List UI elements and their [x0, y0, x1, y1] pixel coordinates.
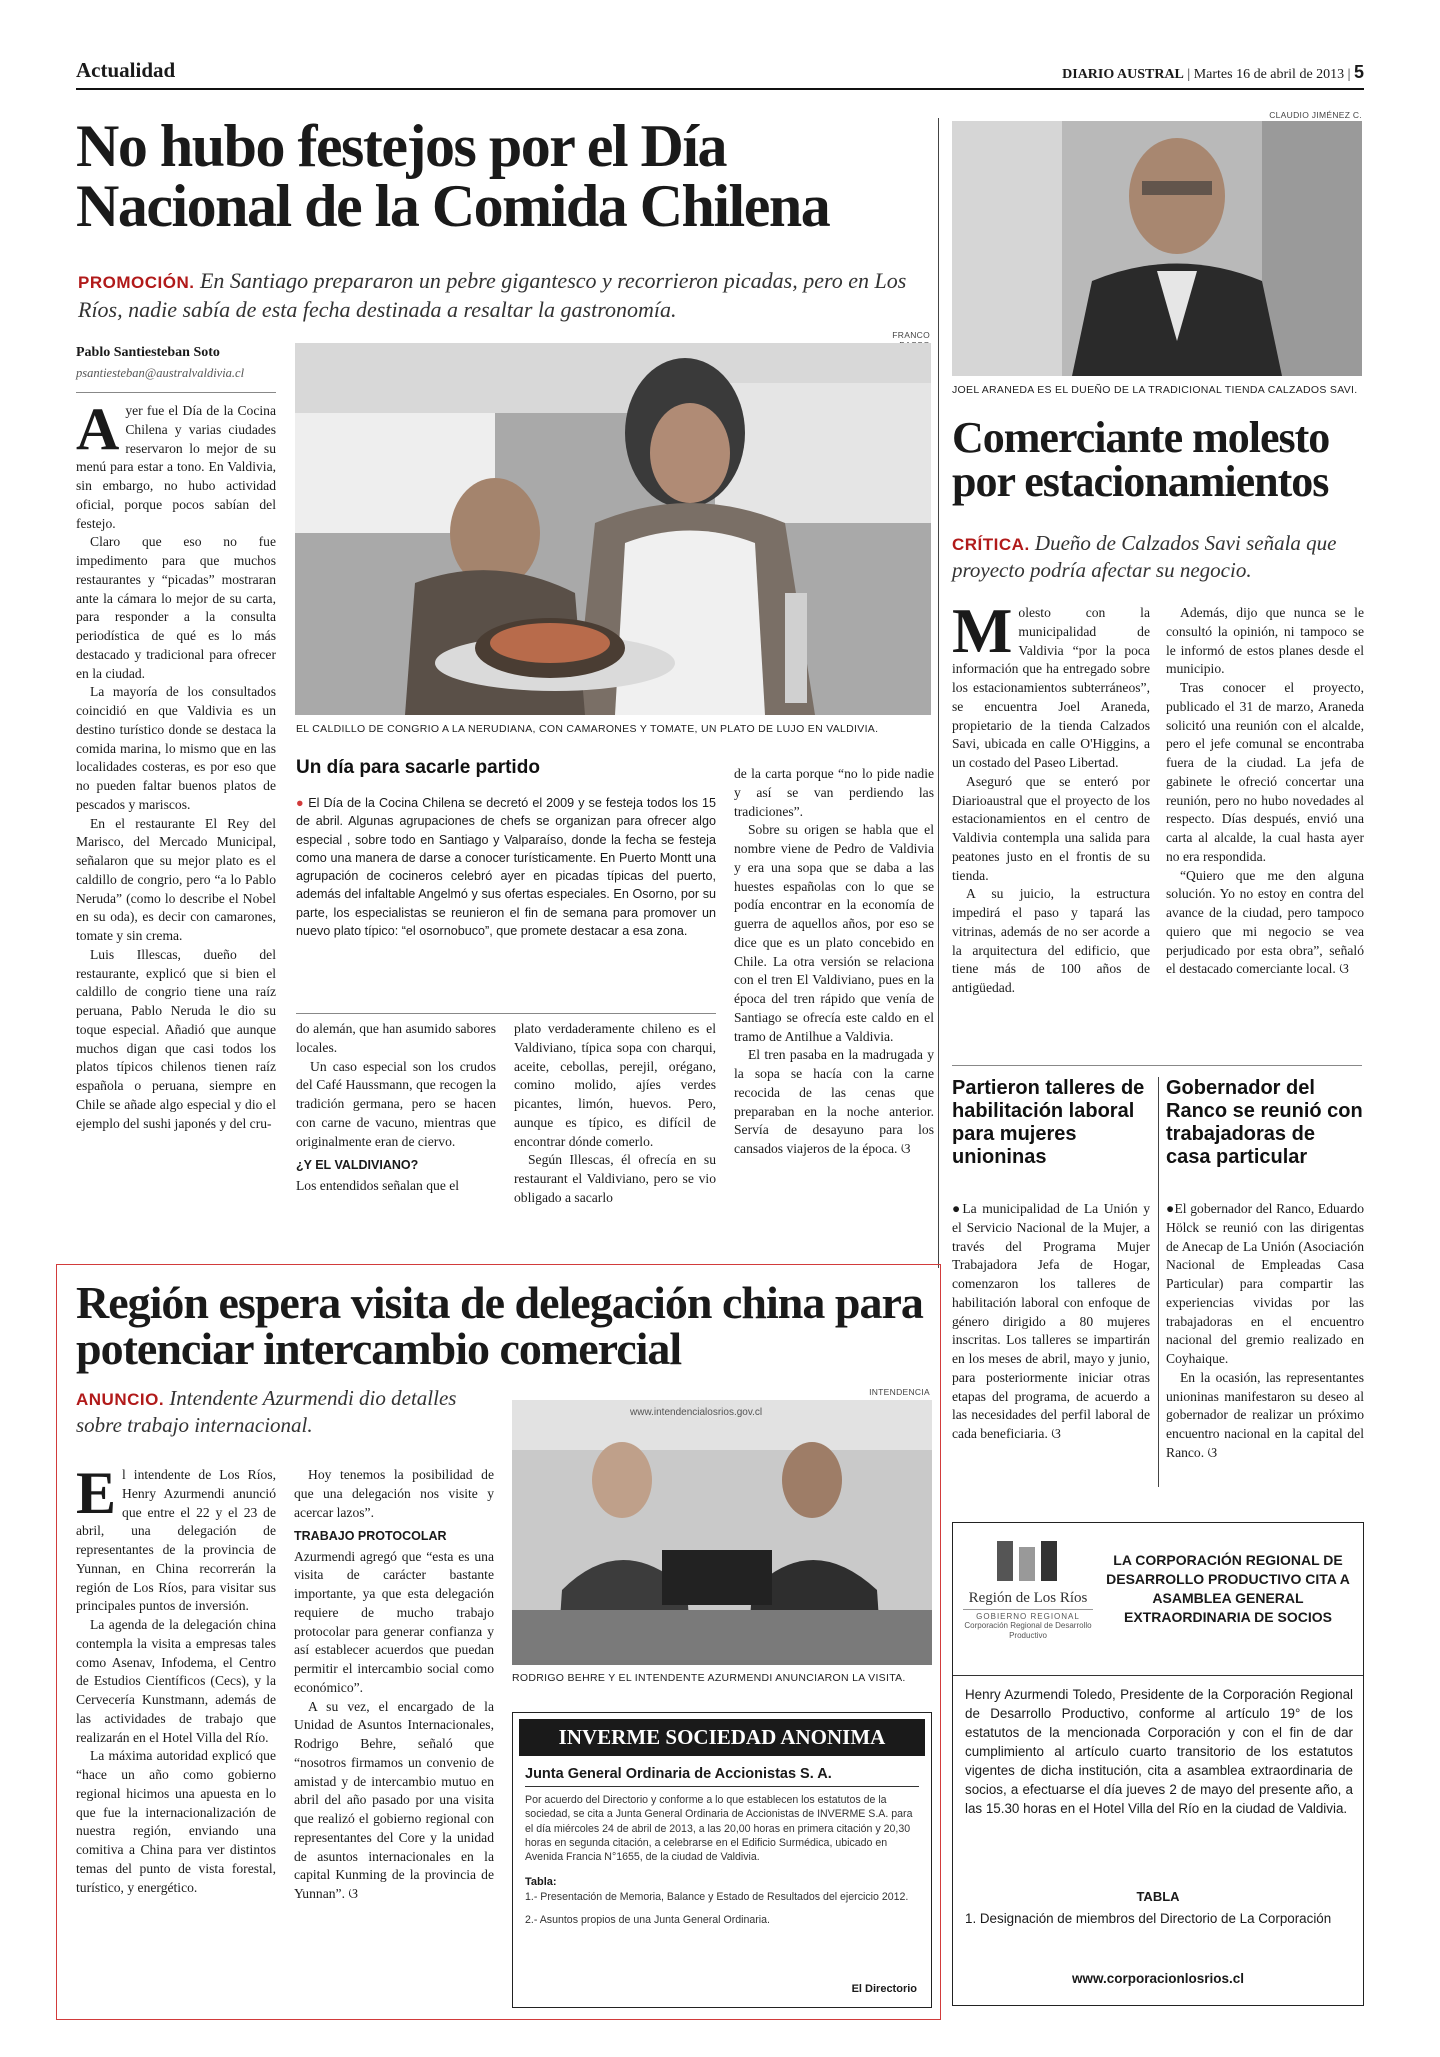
- story2-headline: Comerciante molesto por estacionamientos: [952, 413, 1330, 506]
- end-mark-icon: ଓ: [348, 1887, 359, 1902]
- story2-lead-text: Dueño de Calzados Savi señala que proyecto podría afectar su negocio.: [952, 531, 1337, 583]
- story2-kicker: CRÍTICA.: [952, 535, 1030, 554]
- inverme-ad-item: 1.- Presentación de Memoria, Balance y Estado de Resultados del ejercicio 2012.: [525, 1891, 909, 1904]
- story3-paragraph-text: A su vez, el encargado de la Unidad de Asuntos Internacionales, Rodrigo Behre, señaló que “nosotros firmamos un convenio de amistad y de intercambio mutuo en abril del año pasado por una visita que realizó el gobierno regional con representantes del Core y la unidad de asuntos internacionales en la capital Kunming de la provincia de Yunnan”.: [294, 1698, 494, 1901]
- brief-divider: [1158, 1077, 1159, 1487]
- corporacion-body: Henry Azurmendi Toledo, Presidente de la Corporación Regional de Desarrollo Productivo, conforme al artículo 19° de los estatutos de la mencionada Corporación y con el fin de dar cumplimiento al artículo cuarto transitorio de los estatutos vigentes de dicha institución, cita a asamblea extraordinaria de socios, a efectuarse el día jueves 2 de mayo del presente año, a las 15.30 horas en el Hotel Villa del Río en la ciudad de Valdivia.: [965, 1687, 1353, 1817]
- header-rule: [76, 88, 1364, 90]
- story1-paragraph: plato verdaderamente chileno es el Valdiviano, típica sopa con charqui, aceite, cebollas, perejil, orégano, comino molido, ajíes verdes picantes, limón, huevos. Pero, aunque es típico, es difícil de encontrar dónde comerlo.: [514, 1021, 716, 1149]
- inverme-ad: [512, 1712, 932, 2008]
- story3-paragraph: La agenda de la delegación china contempla la visita a empresas tales como Asenav, Infodema, el Centro de Estudios Científicos (Cecs), y la Cervecería Kunstmann, además de las actividades de trabajo que realizarán en el Hotel Villa del Río.: [76, 1617, 276, 1745]
- story1-paragraph: La mayoría de los consultados coincidió en que Valdivia es un destino turístico donde se destaca la comida marina, lo mismo que en las localidades costeras, es por eso que no pueden faltar buenos platos de pescados y mariscos.: [76, 684, 276, 812]
- story3-photo-credit: INTENDENCIA: [869, 1387, 930, 1397]
- box-divider: [296, 1013, 716, 1014]
- story1-box-text: El Día de la Cocina Chilena se decretó el 2009 y se festeja todos los 15 de abril. Algunas agrupaciones de chefs se organizan para ofrecer algo especial , sobre todo en Santiago y Valparaíso, donde la fecha se festeja como una manera de darse a conocer turísticamente. En Puerto Montt una agrupación de cocineros celebró ayer en picadas típicas del puerto, además del infaltable Angelmó y sus ofertas especiales. En Osorno, por su parte, los especialistas se reunieron el fin de semana para promover un nuevo plato típico: “el osornobuco”, que promete destacar a esa zona.: [296, 796, 717, 938]
- corporacion-heading: LA CORPORACIÓN REGIONAL DE DESARROLLO PRODUCTIVO CITA A ASAMBLEA GENERAL EXTRAORDINARIA DE SOCIOS: [1106, 1552, 1350, 1625]
- corporacion-url[interactable]: www.corporacionlosrios.cl: [1071, 1971, 1245, 1986]
- story2-paragraph: [1166, 867, 1364, 980]
- inverme-ad-title: INVERME SOCIEDAD ANONIMA: [519, 1719, 925, 1756]
- ad-divider: [525, 1786, 919, 1787]
- corporacion-logo: [963, 1537, 1093, 1655]
- brief2-text: En la ocasión, las representantes unioninas manifestaron su deseo al gobernador de realizar un próximo encuentro nacional en la capital del Ranco.: [1166, 1369, 1364, 1460]
- brief1-text: La municipalidad de La Unión y el Servicio Nacional de la Mujer, a través del Programa Mujer Trabajadora Jefa de Hogar, comenzaron los talleres de habilitación laboral con enfoque de género dirigido a 80 mujeres inscritas. Los talleres se impartirán en los meses de abril, mayo y junio, para posteriormente iniciar otras etapas del programa, de acuerdo a las necesidades del perfil laboral de cada beneficiaria.: [952, 1201, 1150, 1441]
- story3-subhead: TRABAJO PROTOCOLAR: [294, 1529, 447, 1544]
- story1-column-3: [514, 1020, 716, 1208]
- region-logo-icon: [993, 1537, 1063, 1585]
- story2-caption: JOEL ARANEDA ES EL DUEÑO DE LA TRADICIONAL TIENDA CALZADOS SAVI.: [952, 384, 1358, 396]
- story1-column-4: [734, 765, 934, 1159]
- inverme-ad-subtitle: Junta General Ordinaria de Accionistas S. A.: [525, 1766, 832, 1782]
- end-mark-icon: ଓ: [900, 1142, 911, 1157]
- story2-lead: [952, 530, 1362, 585]
- section-label: Actualidad: [76, 58, 176, 82]
- story2-drop-cap: M: [952, 595, 1013, 666]
- story1-paragraph: [734, 1046, 934, 1159]
- story1-paragraph-text: El tren pasaba en la madrugada y la sopa se hacía con la carne recocida de las cenas que preparaban en la noche anterior. Servía de desayuno para los cansados viajeros de la época.: [734, 1047, 934, 1156]
- story2-divider: [952, 1065, 1362, 1066]
- story2-paragraph: Además, dijo que nunca se le consultó la opinión, ni tampoco se le informó de estos planes desde el municipio.: [1166, 605, 1364, 677]
- story3-paragraph: [294, 1698, 494, 1905]
- story1-paragraph: Los entendidos señalan que el: [296, 1177, 460, 1193]
- portrait-photo-illustration: [952, 121, 1362, 376]
- logo-subtitle: GOBIERNO REGIONAL: [963, 1609, 1093, 1621]
- bullet-icon: ●: [1166, 1201, 1175, 1216]
- logo-title: Región de Los Ríos: [968, 1590, 1088, 1606]
- story1-paragraph: de la carta porque “no lo pide nadie y así se van perdiendo las tradiciones”.: [734, 766, 934, 819]
- story1-kicker: PROMOCIÓN.: [78, 273, 195, 292]
- story2-paragraph-text: “Quiero que me den alguna solución. Yo no estoy en contra del avance de la ciudad, pero tampoco quiero que mi negocio se vea perjudicado por esta obra”, señaló el destacado comerciante local.: [1166, 867, 1364, 977]
- story3-paragraph: La máxima autoridad explicó que “hace un año como gobierno regional hicimos una apuesta en lo que fue la internacionalización de nuestra región, enviando una comitiva a China para ver distintos temas del punto de vista forestal, turístico, y energético.: [76, 1748, 276, 1895]
- story2-column-1: [952, 595, 1150, 998]
- inverme-ad-tabla: Tabla:: [525, 1876, 557, 1889]
- story1-column-2: [296, 1020, 496, 1195]
- story2-paragraph: olesto con la municipalidad de Valdivia “por la poca información que ha entregado sobre los estacionamientos subterráneos”, se encuentra Joel Araneda, propietario de la tienda Calzados Savi, ubicada en calle O'Higgins, a un costado del Paseo Libertad.: [952, 605, 1150, 770]
- story3-headline: Región espera visita de delegación china para potenciar intercambio comercial: [76, 1277, 923, 1374]
- story1-photo-credit: FRANCO: [892, 330, 930, 340]
- story1-headline: No hubo festejos por el Día Nacional de la Comida Chilena: [76, 113, 830, 239]
- end-mark-icon: ଓ: [1339, 962, 1349, 978]
- story1-paragraph: En el restaurante El Rey del Marisco, del Mercado Municipal, señalaron que su mejor plato es el caldillo de congrio, pero “a lo Pablo Neruda” (como lo describe el Nobel en su oda), es decir con camarones, tomate y sin crema.: [76, 815, 276, 943]
- story1-column-1: [76, 396, 276, 1133]
- story1-author: Pablo Santiesteban Soto: [76, 345, 220, 360]
- story2-paragraph: Tras conocer el proyecto, publicado el 31 de marzo, Araneda solicitó una reunión con el alcalde, pero el jefe comunal se encontraba fuera de la ciudad. La jefa de gabinete le ofreció concertar una reunión, pero no hubo novedades al respecto. Días después, envió una carta al alcalde, la cual hasta ayer no era respondida.: [1166, 680, 1364, 864]
- story2-photo: [952, 121, 1362, 376]
- story1-paragraph: yer fue el Día de la Cocina Chilena y varias ciudades reservaron lo mejor de su menú para estar a tono. En Valdivia, sin embargo, no hubo actividad oficial, porque pocos sabían del festejo.: [76, 403, 276, 531]
- column-divider: [938, 118, 939, 1268]
- story3-drop-cap: E: [76, 1460, 117, 1526]
- bullet-icon: ●: [296, 796, 305, 810]
- story1-paragraph: do alemán, que han asumido sabores locales.: [296, 1021, 496, 1055]
- issue-date: Martes 16 de abril de 2013: [1193, 67, 1345, 82]
- story1-paragraph: Luis Illescas, dueño del restaurante, explicó que si bien el caldillo de congrio tiene una raíz peruana, Pablo Neruda le dio su toque especial. Añadió que aunque muchos digan que casi todos los platos típicos chilenos tienen raíz española o peruana, siempre en Chile se añade algo especial y dio el ejemplo del sushi japonés y del cru-: [76, 946, 276, 1131]
- corporacion-item: 1. Designación de miembros del Directorio de La Corporación: [965, 1911, 1332, 1926]
- story1-box-title: Un día para sacarle partido: [296, 757, 540, 778]
- inverme-ad-signature: El Directorio: [851, 1983, 917, 1995]
- story1-paragraph: Sobre su origen se habla que el nombre viene de Pedro de Valdivia y era una sopa que se daba a las huestes españolas con lo que se podía encontrar en la economía de guerra de aquellos años, por eso se dice que es un plato concebido en Chile. La otra versión se relaciona con el tren El Valdiviano, pues en la época del tren rápido que venía de Santiago se ofrecía este caldo en el tramo de Antilhue a Valdivia.: [734, 822, 934, 1044]
- story1-paragraph: Claro que eso no fue impedimento para que muchos restaurantes y “picadas” mostraran ante la cámara lo mejor de su carta, para responder a la consulta periodística de qué es lo más destacado y tradicional para ofrecer en la ciudad.: [76, 534, 276, 681]
- story1-lead: [78, 267, 938, 324]
- masthead: DIARIO AUSTRAL | Martes 16 de abril de 2013 | 5: [1062, 62, 1364, 82]
- bullet-icon: ●: [952, 1201, 963, 1216]
- story1-paragraph: Un caso especial son los crudos del Café Haussmann, que recogen la tradición germana, pero se hacen con carne de vacuno, mientras que originalmente eran de ciervo.: [296, 1058, 496, 1149]
- story2-photo-credit: CLAUDIO JIMÉNEZ C.: [1269, 110, 1362, 120]
- story3-paragraph: l intendente de Los Ríos, Henry Azurmendi anunció que entre el 22 y el 23 de abril, una delegación de representantes de la provincia de Yunnan, en China recorrerán la región de Los Ríos, para visitar sus principales puntos de inversión.: [76, 1467, 276, 1614]
- story3-photo: [512, 1400, 932, 1665]
- brief1-headline: Partieron talleres de habilitación laboral para mujeres unioninas: [952, 1077, 1145, 1168]
- story1-lead-text: En Santiago prepararon un pebre gigantesco y recorrieron picadas, pero en Los Ríos, nadie sabía de esta fecha destinada a resaltar la gastronomía.: [78, 268, 907, 322]
- brief2-text: El gobernador del Ranco, Eduardo Hölck se reunió con las dirigentas de Anecap de La Unión (Asociación Nacional de Empleadas Casa Particular) para compartir las experiencias vividas por las trabajadoras en el encuentro nacional del gremio realizado en Coyhaique.: [1166, 1201, 1364, 1366]
- brief2-headline: Gobernador del Ranco se reunió con trabajadoras de casa particular: [1166, 1077, 1363, 1168]
- logo-subtitle: Corporación Regional de Desarrollo Productivo: [964, 1621, 1092, 1640]
- story1-subhead: ¿Y EL VALDIVIANO?: [296, 1158, 419, 1173]
- story3-caption: RODRIGO BEHRE Y EL INTENDENTE AZURMENDI ANUNCIARON LA VISITA.: [512, 1672, 906, 1684]
- brief1-body: [952, 1200, 1150, 1444]
- end-mark-icon: ଓ: [1207, 1445, 1218, 1461]
- corporacion-tabla: TABLA: [1136, 1889, 1180, 1904]
- author-divider: [76, 392, 276, 393]
- story3-lead: [76, 1385, 496, 1440]
- story1-email: psantiesteban@australvaldivia.cl: [76, 366, 245, 380]
- inverme-ad-body: Por acuerdo del Directorio y conforme a lo que establecen los estatutos de la sociedad, se cita a Junta General Ordinaria de Accionistas de INVERME S.A. para el día miércoles 24 de abril de 2013, a las 20,00 horas en primera citación y 20,30 horas en segunda citación, a celebrarse en el Edificio Surmédica, ubicado en Avenida Francia N°1655, de la ciudad de Valdivia.: [525, 1794, 913, 1864]
- brief2-body: [1166, 1200, 1364, 1463]
- story3-kicker: ANUNCIO.: [76, 1390, 165, 1409]
- ad-divider: [953, 1675, 1363, 1676]
- story1-photo: [295, 343, 931, 715]
- story3-paragraph: Azurmendi agregó que “esta es una visita de carácter bastante importante, ya que esta delegación requiere de mucho trabajo protocolar para generar confianza y así establecer acuerdos que puedan permitir el intercambio social como económico”.: [294, 1548, 494, 1695]
- paper-name: DIARIO AUSTRAL: [1062, 67, 1184, 82]
- end-mark-icon: ଓ: [1051, 1427, 1061, 1442]
- story2-paragraph: A su juicio, la estructura impedirá el paso y tapará las vitrinas, además de no ser acorde a la arquitectura del edificio, que tiene más de 100 años de antigüedad.: [952, 886, 1150, 995]
- food-photo-illustration: [295, 343, 931, 715]
- inverme-ad-item: 2.- Asuntos propios de una Junta General Ordinaria.: [525, 1913, 770, 1926]
- story1-box: [296, 794, 716, 940]
- story1-paragraph: Según Illescas, él ofrecía en su restaurant el Valdiviano, pero se vio obligado a sacarlo: [514, 1152, 716, 1205]
- press-conference-illustration: [512, 1400, 932, 1665]
- story1-drop-cap: A: [76, 396, 120, 462]
- page-number: 5: [1353, 62, 1364, 82]
- corporacion-ad: [952, 1522, 1364, 2006]
- story3-paragraph: Hoy tenemos la posibilidad de que una delegación nos visite y acercar lazos”.: [294, 1467, 494, 1520]
- story3-lead-text: Intendente Azurmendi dio detalles sobre trabajo internacional.: [76, 1386, 457, 1438]
- story3-column-2: [294, 1466, 494, 1904]
- story3-photo-url: www.intendencialosrios.gov.cl: [630, 1407, 763, 1418]
- story2-column-2: [1166, 604, 1364, 980]
- story2-paragraph: Aseguró que se enteró por Diarioaustral que el proyecto de los estacionamientos en el centro de Valdivia contempla una salida para peatones justo en el frontis de su tienda.: [952, 773, 1150, 883]
- story3-column-1: [76, 1460, 276, 1897]
- story1-caption: EL CALDILLO DE CONGRIO A LA NERUDIANA, CON CAMARONES Y TOMATE, UN PLATO DE LUJO EN VALDIVIA.: [296, 723, 879, 735]
